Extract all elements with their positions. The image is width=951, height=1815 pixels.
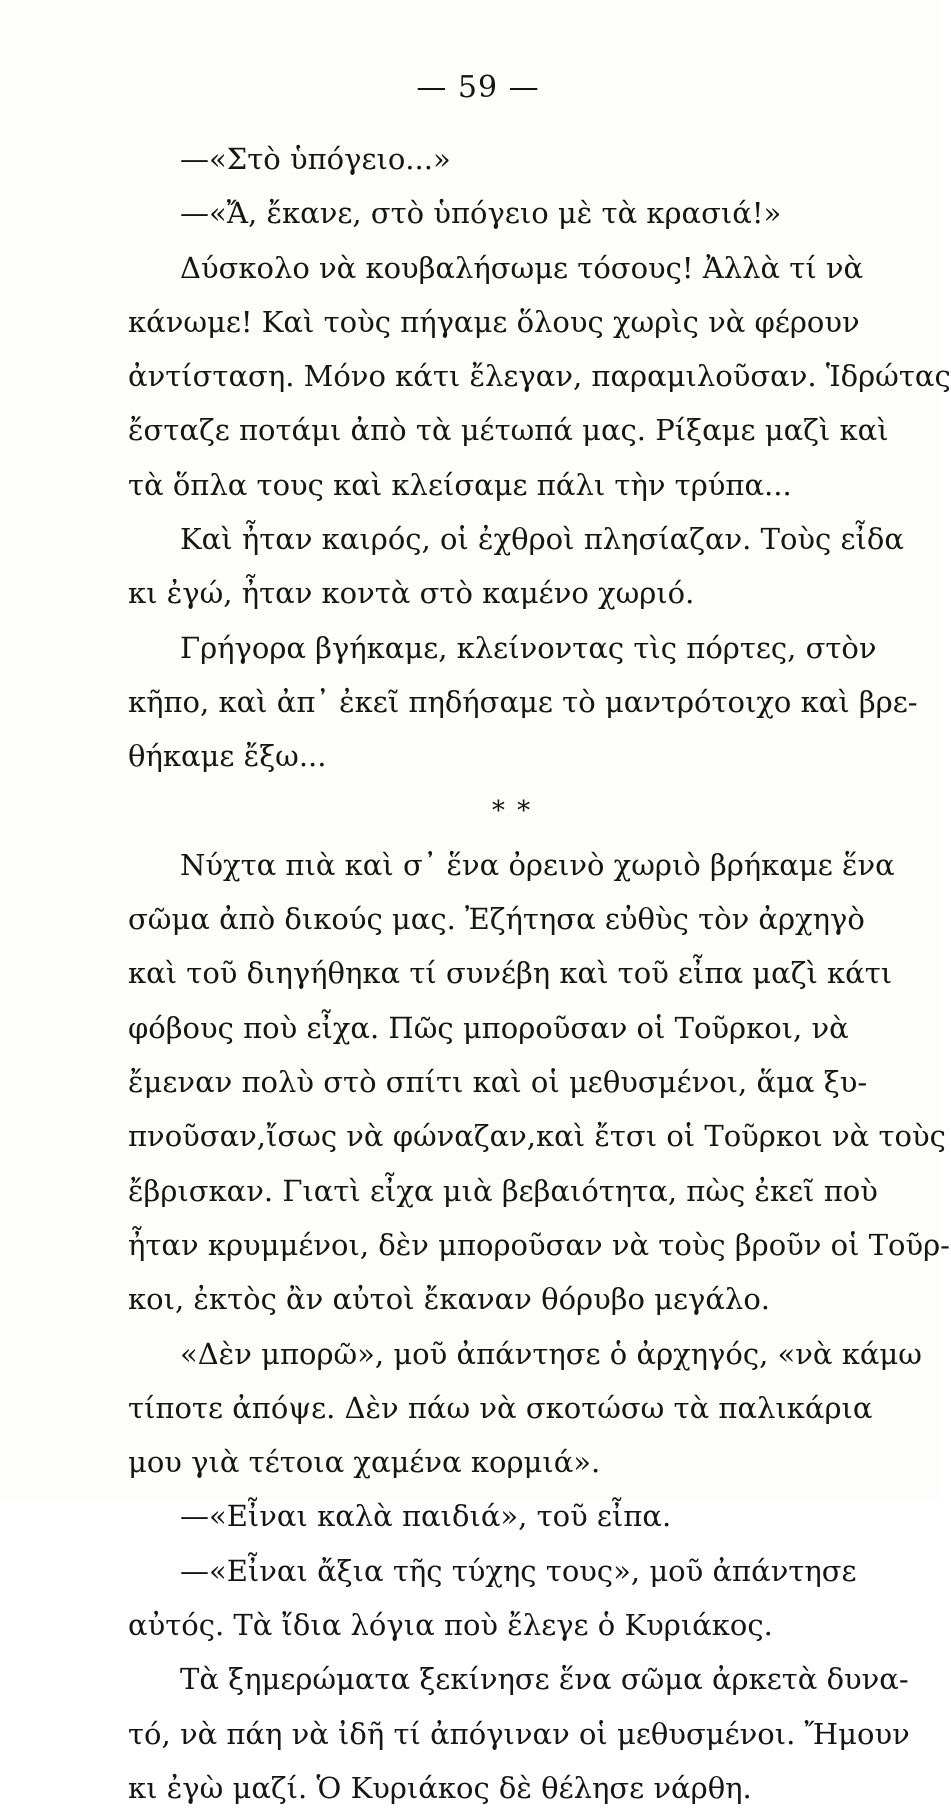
text-line: —«Στὸ ὑπόγειο...» [180, 142, 451, 176]
page-text [128, 132, 951, 1815]
text-line: κι ἐγώ, ἦταν κοντὰ στὸ καμένο χωριό. [128, 576, 695, 611]
text-line: ἔμεναν πολὺ στὸ σπίτι καὶ οἱ μεθυσμένοι, ἅμα ξυ- [128, 1065, 868, 1100]
text-line: κάνωμε! Καὶ τοὺς πήγαμε ὅλους χωρὶς νὰ φέρουν [128, 304, 860, 339]
text-line: Καὶ ἦταν καιρός, οἱ ἐχθροὶ πλησίαζαν. Τοὺς εἶδα [180, 522, 904, 557]
text-line: ἔβρισκαν. Γιατὶ εἶχα μιὰ βεβαιότητα, πὼς ἐκεῖ ποὺ [128, 1173, 878, 1208]
text-line: Τὰ ξημερώματα ξεκίνησε ἕνα σῶμα ἀρκετὰ δυνα- [180, 1662, 909, 1697]
text-line: κι ἐγὼ μαζί. Ὁ Κυριάκος δὲ θέλησε νάρθη. [128, 1770, 752, 1805]
text-line: τό, νὰ πάη νὰ ἰδῆ τί ἀπόγιναν οἱ μεθυσμένοι. Ἤμουν [128, 1716, 910, 1751]
text-line: κῆπο, καὶ ἀπ᾽ ἐκεῖ πηδήσαμε τὸ μαντρότοιχο καὶ βρε- [128, 684, 918, 719]
text-line: ἦταν κρυμμένοι, δὲν μποροῦσαν νὰ τοὺς βροῦν οἱ Τοῦρ- [128, 1227, 950, 1262]
text-line: —«Εἶναι ἄξια τῆς τύχης τους», μοῦ ἀπάντησε [180, 1553, 857, 1588]
text-line: καὶ τοῦ διηγήθηκα τί συνέβη καὶ τοῦ εἶπα μαζὶ κάτι [128, 956, 893, 991]
section-asterism: * * [491, 795, 533, 826]
text-line: —«Εἶναι καλὰ παιδιά», τοῦ εἶπα. [180, 1499, 672, 1534]
text-line: τὰ ὅπλα τους καὶ κλείσαμε πάλι τὴν τρύπα... [128, 467, 792, 502]
text-line: σῶμα ἀπὸ δικούς μας. Ἐζήτησα εὐθὺς τὸν ἀρχηγὸ [128, 902, 865, 937]
text-line: «Δὲν μπορῶ», μοῦ ἀπάντησε ὁ ἀρχηγός, «νὰ κάμω [180, 1336, 922, 1371]
text-line: πνοῦσαν,ἴσως νὰ φώναζαν,καὶ ἔτσι οἱ Τοῦρκοι νὰ τοὺς [128, 1119, 946, 1154]
text-line: —«Ἄ, ἔκανε, στὸ ὑπόγειο μὲ τὰ κρασιά!» [180, 196, 782, 231]
text-line: φόβους ποὺ εἶχα. Πῶς μποροῦσαν οἱ Τοῦρκοι, νὰ [128, 1010, 849, 1045]
text-line: μου γιὰ τέτοια χαμένα κορμιά». [128, 1445, 601, 1480]
text-line: Δύσκολο νὰ κουβαλήσωμε τόσους! Ἀλλὰ τί νὰ [180, 250, 864, 285]
text-line: ἔσταζε ποτάμι ἀπὸ τὰ μέτωπά μας. Ρίξαμε μαζὶ καὶ [128, 413, 889, 448]
text-line: Γρήγορα βγήκαμε, κλείνοντας τὶς πόρτες, στὸν [180, 630, 877, 665]
text-line: θήκαμε ἔξω... [128, 739, 327, 774]
text-line: κοι, ἐκτὸς ἂν αὐτοὶ ἔκαναν θόρυβο μεγάλο. [128, 1282, 770, 1317]
text-line: Νύχτα πιὰ καὶ σ᾽ ἕνα ὀρεινὸ χωριὸ βρήκαμε ἕνα [180, 847, 895, 882]
page-number: — 59 — [416, 70, 540, 105]
text-line: τίποτε ἀπόψε. Δὲν πάω νὰ σκοτώσω τὰ παλικάρια [128, 1390, 873, 1425]
text-line: ἀντίσταση. Μόνο κάτι ἔλεγαν, παραμιλοῦσαν. Ἱδρώτας [128, 359, 951, 394]
text-line: αὐτός. Τὰ ἴδια λόγια ποὺ ἔλεγε ὁ Κυριάκος. [128, 1608, 773, 1643]
